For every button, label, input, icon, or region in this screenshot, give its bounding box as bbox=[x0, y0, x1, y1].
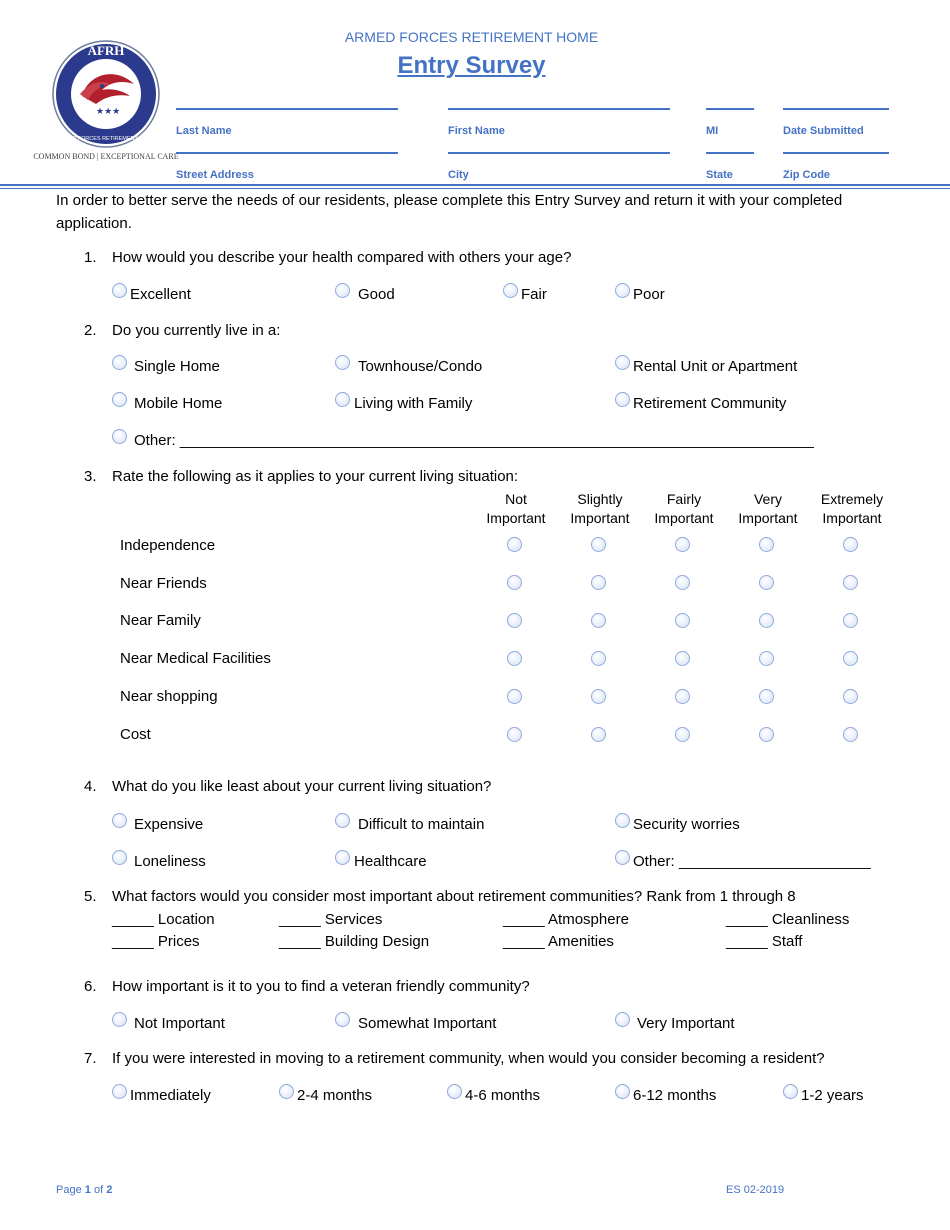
q3-radio-independence-4[interactable] bbox=[759, 537, 774, 552]
q2-label-living-family: Living with Family bbox=[354, 395, 473, 412]
q3-row-near-shopping: Near shopping bbox=[120, 688, 218, 705]
page-indicator bbox=[56, 1184, 112, 1196]
q3-number: 3. bbox=[84, 468, 97, 485]
q4-text: What do you like least about your current living situation? bbox=[112, 778, 492, 795]
q3-radio-family-3[interactable] bbox=[675, 613, 690, 628]
mi-field[interactable] bbox=[706, 108, 754, 110]
q2-other-field[interactable]: Other: ____________________________________________________________________________ bbox=[134, 432, 814, 449]
q7-number: 7. bbox=[84, 1050, 97, 1067]
city-field[interactable] bbox=[448, 152, 670, 154]
q3-radio-friends-5[interactable] bbox=[843, 575, 858, 590]
q7-label-2-4-months: 2-4 months bbox=[297, 1087, 373, 1104]
q2-radio-single-home[interactable] bbox=[112, 355, 127, 370]
q3-radio-independence-2[interactable] bbox=[591, 537, 606, 552]
q3-col-3-line2: Important bbox=[654, 510, 714, 526]
header-divider bbox=[0, 184, 950, 186]
q2-number: 2. bbox=[84, 322, 97, 339]
q3-col-2-line2: Important bbox=[570, 510, 630, 526]
q5-rank-building-design[interactable]: _____ Building Design bbox=[279, 933, 430, 950]
q3-radio-shopping-1[interactable] bbox=[507, 689, 522, 704]
page-number: 1 bbox=[84, 1184, 91, 1196]
q5-number: 5. bbox=[84, 888, 97, 905]
q5-rank-cleanliness[interactable]: _____ Cleanliness bbox=[726, 911, 850, 928]
q4-label-healthcare: Healthcare bbox=[354, 853, 427, 870]
q5-text: What factors would you consider most important about retirement communities? Rank from 1 through 8 bbox=[112, 888, 796, 905]
q3-row-independence: Independence bbox=[120, 537, 216, 554]
q3-col-slightly-important bbox=[555, 490, 645, 528]
q7-radio-immediately[interactable] bbox=[112, 1084, 127, 1099]
date-submitted-label: Date Submitted bbox=[783, 125, 864, 137]
q2-radio-other[interactable] bbox=[112, 429, 127, 444]
q2-radio-living-family[interactable] bbox=[335, 392, 350, 407]
q5-rank-location[interactable]: _____ Location bbox=[112, 911, 215, 928]
last-name-field[interactable] bbox=[176, 108, 398, 110]
q1-text: How would you describe your health compared with others your age? bbox=[112, 249, 572, 266]
q4-radio-difficult[interactable] bbox=[335, 813, 350, 828]
q3-radio-cost-2[interactable] bbox=[591, 727, 606, 742]
q1-number: 1. bbox=[84, 249, 97, 266]
q7-radio-6-12-months[interactable] bbox=[615, 1084, 630, 1099]
q3-radio-medical-3[interactable] bbox=[675, 651, 690, 666]
logo-text: AFRH bbox=[87, 43, 125, 58]
q3-text: Rate the following as it applies to your current living situation: bbox=[112, 468, 519, 485]
q3-radio-independence-5[interactable] bbox=[843, 537, 858, 552]
page-title: Entry Survey bbox=[397, 52, 546, 79]
q4-radio-other[interactable] bbox=[615, 850, 630, 865]
q1-radio-good[interactable] bbox=[335, 283, 350, 298]
date-submitted-field[interactable] bbox=[783, 108, 889, 110]
q6-label-very-important: Very Important bbox=[637, 1015, 735, 1032]
q5-rank-atmosphere[interactable]: _____ Atmosphere bbox=[503, 911, 629, 928]
page-total: 2 bbox=[106, 1184, 113, 1196]
q3-col-very-important bbox=[723, 490, 813, 528]
q3-col-4-line1: Very bbox=[753, 491, 782, 507]
q3-col-extremely-important bbox=[807, 490, 897, 528]
q3-radio-medical-5[interactable] bbox=[843, 651, 858, 666]
q3-radio-friends-2[interactable] bbox=[591, 575, 606, 590]
q3-radio-family-2[interactable] bbox=[591, 613, 606, 628]
q3-radio-cost-1[interactable] bbox=[507, 727, 522, 742]
q2-label-townhouse: Townhouse/Condo bbox=[358, 358, 483, 375]
q3-radio-friends-1[interactable] bbox=[507, 575, 522, 590]
q3-radio-family-5[interactable] bbox=[843, 613, 858, 628]
q2-radio-retirement-community[interactable] bbox=[615, 392, 630, 407]
q6-number: 6. bbox=[84, 978, 97, 995]
q2-label-rental: Rental Unit or Apartment bbox=[633, 358, 798, 375]
state-label: State bbox=[706, 169, 733, 181]
q7-label-6-12-months: 6-12 months bbox=[633, 1087, 717, 1104]
q3-radio-family-4[interactable] bbox=[759, 613, 774, 628]
q3-radio-medical-4[interactable] bbox=[759, 651, 774, 666]
q3-col-1-line1: Not bbox=[505, 491, 527, 507]
q1-radio-excellent[interactable] bbox=[112, 283, 127, 298]
page-word: Page bbox=[56, 1184, 82, 1196]
q5-rank-services[interactable]: _____ Services bbox=[279, 911, 383, 928]
last-name-label: Last Name bbox=[176, 125, 232, 137]
q3-col-3-line1: Fairly bbox=[666, 491, 702, 507]
q3-radio-independence-1[interactable] bbox=[507, 537, 522, 552]
q3-row-cost: Cost bbox=[120, 726, 151, 743]
q4-label-loneliness: Loneliness bbox=[134, 853, 206, 870]
q3-col-5-line1: Extremely bbox=[820, 491, 884, 507]
q2-text: Do you currently live in a: bbox=[112, 322, 281, 339]
q4-radio-security[interactable] bbox=[615, 813, 630, 828]
q6-label-not-important: Not Important bbox=[134, 1015, 225, 1032]
q3-radio-cost-5[interactable] bbox=[843, 727, 858, 742]
q3-radio-cost-4[interactable] bbox=[759, 727, 774, 742]
q2-label-retirement-community: Retirement Community bbox=[633, 395, 787, 412]
q1-label-fair: Fair bbox=[521, 286, 547, 303]
q2-radio-rental[interactable] bbox=[615, 355, 630, 370]
q3-row-near-family: Near Family bbox=[120, 612, 201, 629]
q1-radio-poor[interactable] bbox=[615, 283, 630, 298]
q3-row-near-friends: Near Friends bbox=[120, 575, 207, 592]
q5-rank-prices[interactable]: _____ Prices bbox=[112, 933, 200, 950]
q2-label-mobile-home: Mobile Home bbox=[134, 395, 223, 412]
org-name: ARMED FORCES RETIREMENT HOME bbox=[344, 29, 599, 45]
q6-label-somewhat-important: Somewhat Important bbox=[358, 1015, 497, 1032]
q3-col-fairly-important bbox=[639, 490, 729, 528]
q3-radio-shopping-5[interactable] bbox=[843, 689, 858, 704]
q4-radio-expensive[interactable] bbox=[112, 813, 127, 828]
q1-label-excellent: Excellent bbox=[130, 286, 191, 303]
q3-radio-cost-3[interactable] bbox=[675, 727, 690, 742]
zip-field[interactable] bbox=[783, 152, 889, 154]
q6-radio-not-important[interactable] bbox=[112, 1012, 127, 1027]
zip-label: Zip Code bbox=[783, 169, 831, 181]
q4-other-field[interactable]: Other: _______________________ bbox=[633, 853, 871, 870]
q7-radio-4-6-months[interactable] bbox=[447, 1084, 462, 1099]
q3-col-5-line2: Important bbox=[822, 510, 882, 526]
q4-radio-loneliness[interactable] bbox=[112, 850, 127, 865]
q3-radio-friends-4[interactable] bbox=[759, 575, 774, 590]
mi-label: MI bbox=[706, 125, 719, 137]
q3-radio-medical-1[interactable] bbox=[507, 651, 522, 666]
q6-text: How important is it to you to find a veteran friendly community? bbox=[112, 978, 530, 995]
q6-radio-somewhat-important[interactable] bbox=[335, 1012, 350, 1027]
q3-radio-independence-3[interactable] bbox=[675, 537, 690, 552]
q3-col-1-line2: Important bbox=[486, 510, 546, 526]
form-code: ES 02-2019 bbox=[726, 1184, 785, 1196]
street-label: Street Address bbox=[176, 169, 254, 181]
q2-radio-townhouse[interactable] bbox=[335, 355, 350, 370]
first-name-field[interactable] bbox=[448, 108, 670, 110]
intro-text: In order to better serve the needs of our residents, please complete this Entry Survey and return it with your completed application. bbox=[56, 192, 843, 232]
q3-col-2-line1: Slightly bbox=[577, 491, 623, 507]
q3-row-near-medical: Near Medical Facilities bbox=[120, 650, 271, 667]
q7-label-1-2-years: 1-2 years bbox=[801, 1087, 864, 1104]
first-name-label: First Name bbox=[448, 125, 505, 137]
q7-radio-2-4-months[interactable] bbox=[279, 1084, 294, 1099]
q5-rank-staff[interactable]: _____ Staff bbox=[726, 933, 803, 950]
q4-number: 4. bbox=[84, 778, 97, 795]
q4-radio-healthcare[interactable] bbox=[335, 850, 350, 865]
logo-ring: ARMED FORCES RETIREMENT HOME bbox=[56, 136, 156, 142]
city-label: City bbox=[448, 169, 469, 181]
q3-radio-family-1[interactable] bbox=[507, 613, 522, 628]
q3-col-4-line2: Important bbox=[738, 510, 798, 526]
q5-rank-amenities[interactable]: _____ Amenities bbox=[503, 933, 614, 950]
svg-text:★★★: ★★★ bbox=[96, 107, 121, 117]
q2-radio-mobile-home[interactable] bbox=[112, 392, 127, 407]
of-word: of bbox=[93, 1184, 104, 1196]
q3-radio-friends-3[interactable] bbox=[675, 575, 690, 590]
q6-radio-very-important[interactable] bbox=[615, 1012, 630, 1027]
q1-label-poor: Poor bbox=[633, 286, 665, 303]
q3-radio-shopping-3[interactable] bbox=[675, 689, 690, 704]
q3-radio-shopping-4[interactable] bbox=[759, 689, 774, 704]
q3-col-not-important bbox=[471, 490, 561, 528]
q3-radio-medical-2[interactable] bbox=[591, 651, 606, 666]
state-field[interactable] bbox=[706, 152, 754, 154]
q4-label-difficult: Difficult to maintain bbox=[358, 816, 485, 833]
q2-label-single-home: Single Home bbox=[134, 358, 220, 375]
q7-label-immediately: Immediately bbox=[130, 1087, 211, 1104]
q4-label-expensive: Expensive bbox=[134, 816, 204, 833]
street-field[interactable] bbox=[176, 152, 398, 154]
q3-radio-shopping-2[interactable] bbox=[591, 689, 606, 704]
q4-label-security: Security worries bbox=[633, 816, 740, 833]
logo-tagline: COMMON BOND | EXCEPTIONAL CARE bbox=[33, 152, 179, 161]
q7-radio-1-2-years[interactable] bbox=[783, 1084, 798, 1099]
q7-label-4-6-months: 4-6 months bbox=[465, 1087, 541, 1104]
q1-label-good: Good bbox=[358, 286, 395, 303]
q1-radio-fair[interactable] bbox=[503, 283, 518, 298]
q7-text: If you were interested in moving to a retirement community, when would you consider becoming a resident? bbox=[112, 1050, 825, 1067]
